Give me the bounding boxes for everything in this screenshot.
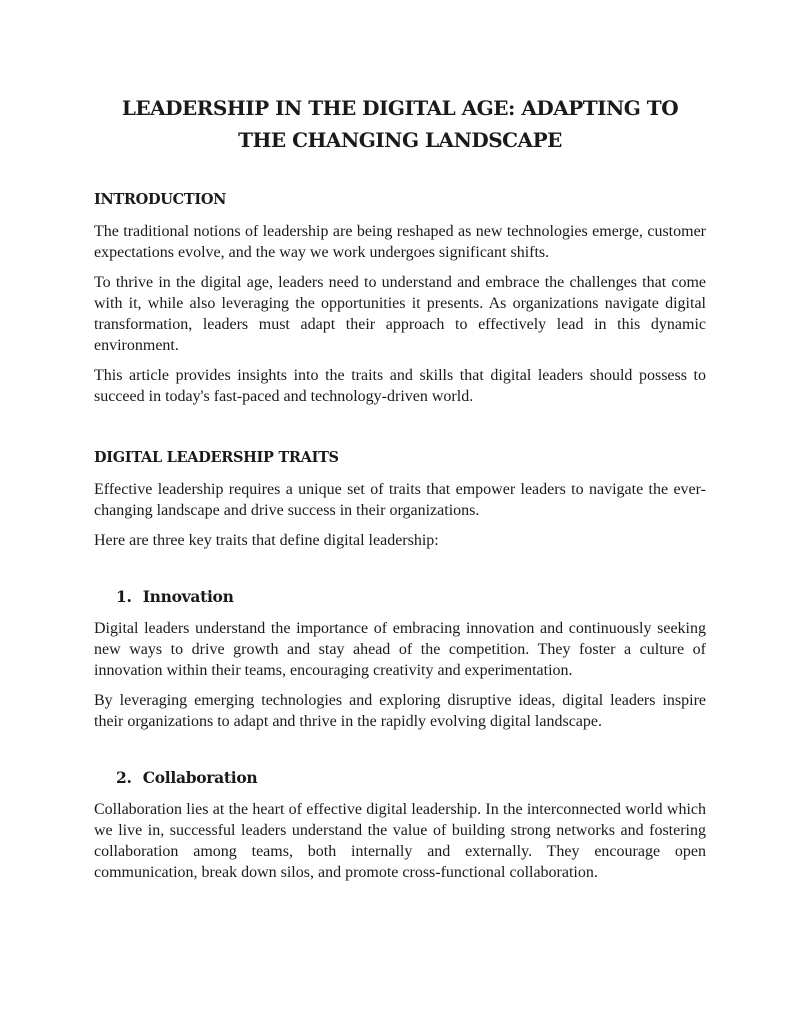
introduction-paragraph-2: To thrive in the digital age, leaders need to understand and embrace the challenges that come with it, while also leveraging the opportunities it presents. As organizations navigate digital transformation, leaders must adapt their approach to effectively lead in this dynamic environment. <box>94 274 706 354</box>
traits-paragraph-1: Effective leadership requires a unique set of traits that empower leaders to navigate the ever-changing landscape and drive success in their organizations. <box>94 481 706 519</box>
introduction-paragraph-3: This article provides insights into the traits and skills that digital leaders should possess to succeed in today's fast-paced and technology-driven world. <box>94 367 706 405</box>
document-title <box>94 92 706 156</box>
innovation-heading <box>94 587 706 607</box>
innovation-paragraph-2: By leveraging emerging technologies and exploring disruptive ideas, digital leaders inspire their organizations to adapt and thrive in the rapidly evolving digital landscape. <box>94 692 706 730</box>
introduction-section <box>94 190 706 407</box>
collaboration-number: 2. <box>116 768 132 787</box>
introduction-paragraph-1: The traditional notions of leadership are being reshaped as new technologies emerge, customer expectations evolve, and the way we work undergoes significant shifts. <box>94 223 706 261</box>
title-line-1: LEADERSHIP IN THE DIGITAL AGE: ADAPTING TO <box>121 96 679 120</box>
traits-heading: DIGITAL LEADERSHIP TRAITS <box>94 449 339 466</box>
collaboration-heading <box>94 768 706 788</box>
collaboration-section <box>94 768 706 883</box>
document-page <box>94 92 706 892</box>
innovation-paragraph-1: Digital leaders understand the importance of embracing innovation and continuously seeking new ways to drive growth and stay ahead of the competition. They foster a culture of innovation within their teams, encouraging creativity and experimentation. <box>94 620 706 679</box>
title-line-2: THE CHANGING LANDSCAPE <box>238 128 562 152</box>
introduction-heading: INTRODUCTION <box>94 191 227 208</box>
traits-section <box>94 448 706 551</box>
innovation-heading-text: Innovation <box>142 587 234 606</box>
collaboration-paragraph-1: Collaboration lies at the heart of effective digital leadership. In the interconnected world which we live in, successful leaders understand the value of building strong networks and fostering collaboration among teams, both internally and externally. They encourage open communication, break down silos, and promote cross-functional collaboration. <box>94 801 706 881</box>
collaboration-heading-text: Collaboration <box>142 768 258 787</box>
traits-paragraph-2: Here are three key traits that define digital leadership: <box>94 532 439 549</box>
innovation-number: 1. <box>116 587 132 606</box>
innovation-section <box>94 587 706 732</box>
